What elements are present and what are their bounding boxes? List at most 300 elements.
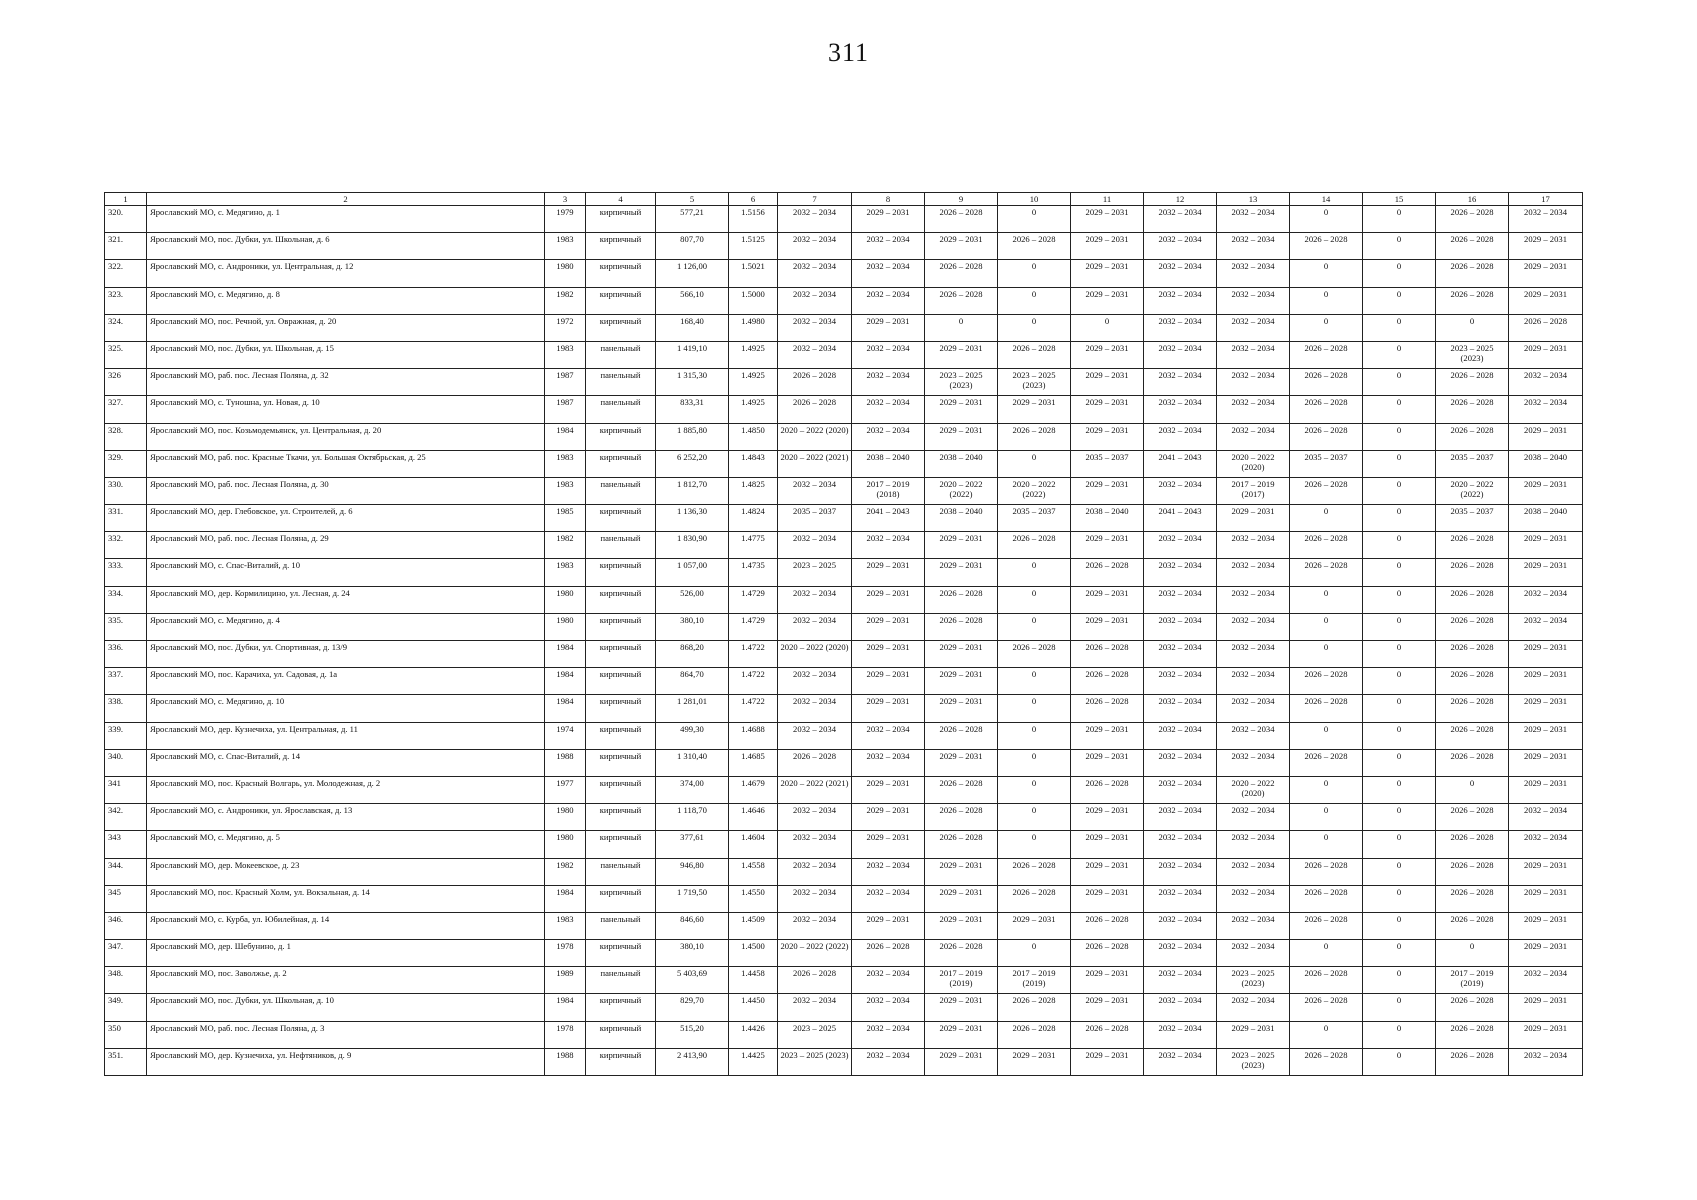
cell-period-7: 2032 – 2034 [778,532,852,559]
cell-area: 6 252,20 [656,450,729,477]
cell-period-16: 2026 – 2028 [1436,1021,1509,1048]
cell-area: 829,70 [656,994,729,1021]
cell-address: Ярославский МО, пос. Красный Холм, ул. Вокзальная, д. 14 [147,885,545,912]
cell-address: Ярославский МО, пос. Карачиха, ул. Садовая, д. 1а [147,668,545,695]
cell-period-14: 2026 – 2028 [1290,532,1363,559]
cell-area: 1 118,70 [656,804,729,831]
table-row [105,967,1583,994]
cell-index: 1.4550 [729,885,778,912]
cell-period-8: 2032 – 2034 [852,722,925,749]
cell-period-9: 2026 – 2028 [925,613,998,640]
cell-address: Ярославский МО, с. Медягино, д. 10 [147,695,545,722]
cell-period-7: 2026 – 2028 [778,967,852,994]
cell-period-11: 2029 – 2031 [1071,967,1144,994]
cell-wall-material: кирпичный [586,940,656,967]
cell-period-7: 2032 – 2034 [778,831,852,858]
cell-row-number: 351. [105,1048,147,1075]
cell-period-11: 2029 – 2031 [1071,287,1144,314]
cell-period-7: 2032 – 2034 [778,477,852,504]
cell-period-8: 2029 – 2031 [852,613,925,640]
cell-area: 374,00 [656,776,729,803]
cell-wall-material: панельный [586,369,656,396]
cell-period-17: 2029 – 2031 [1509,940,1583,967]
column-header-6: 6 [729,193,778,206]
cell-period-9: 2029 – 2031 [925,749,998,776]
cell-period-12: 2032 – 2034 [1144,885,1217,912]
cell-period-17: 2029 – 2031 [1509,532,1583,559]
cell-build-year: 1980 [545,260,586,287]
table-row [105,559,1583,586]
cell-period-14: 2035 – 2037 [1290,450,1363,477]
cell-wall-material: панельный [586,912,656,939]
cell-index: 1.4604 [729,831,778,858]
cell-row-number: 348. [105,967,147,994]
cell-index: 1.4688 [729,722,778,749]
cell-address: Ярославский МО, дер. Мокеевское, д. 23 [147,858,545,885]
table-row [105,586,1583,613]
cell-period-7: 2032 – 2034 [778,287,852,314]
cell-row-number: 324. [105,314,147,341]
cell-row-number: 342. [105,804,147,831]
cell-period-11: 2026 – 2028 [1071,559,1144,586]
cell-index: 1.4980 [729,314,778,341]
cell-period-15: 0 [1363,722,1436,749]
cell-period-14: 0 [1290,776,1363,803]
cell-build-year: 1974 [545,722,586,749]
cell-period-17: 2029 – 2031 [1509,233,1583,260]
cell-period-12: 2041 – 2043 [1144,505,1217,532]
cell-period-7: 2020 – 2022 (2021) [778,776,852,803]
cell-period-11: 2029 – 2031 [1071,1048,1144,1075]
cell-period-11: 2029 – 2031 [1071,369,1144,396]
cell-period-14: 2026 – 2028 [1290,994,1363,1021]
cell-period-17: 2029 – 2031 [1509,287,1583,314]
cell-period-17: 2029 – 2031 [1509,341,1583,368]
cell-period-13: 2032 – 2034 [1217,885,1290,912]
cell-address: Ярославский МО, пос. Дубки, ул. Школьная, д. 6 [147,233,545,260]
cell-wall-material: панельный [586,858,656,885]
cell-period-7: 2020 – 2022 (2022) [778,940,852,967]
cell-row-number: 345 [105,885,147,912]
cell-wall-material: кирпичный [586,804,656,831]
cell-row-number: 331. [105,505,147,532]
cell-build-year: 1984 [545,668,586,695]
column-header-5: 5 [656,193,729,206]
cell-period-9: 2029 – 2031 [925,858,998,885]
cell-area: 168,40 [656,314,729,341]
cell-row-number: 346. [105,912,147,939]
cell-period-13: 2029 – 2031 [1217,505,1290,532]
cell-index: 1.4775 [729,532,778,559]
cell-index: 1.4729 [729,613,778,640]
column-header-11: 11 [1071,193,1144,206]
cell-area: 5 403,69 [656,967,729,994]
cell-period-9: 2029 – 2031 [925,695,998,722]
cell-period-11: 2029 – 2031 [1071,804,1144,831]
cell-period-17: 2029 – 2031 [1509,477,1583,504]
cell-build-year: 1989 [545,967,586,994]
cell-period-15: 0 [1363,1021,1436,1048]
table-row [105,396,1583,423]
cell-build-year: 1982 [545,532,586,559]
cell-build-year: 1983 [545,912,586,939]
cell-period-14: 0 [1290,940,1363,967]
cell-period-9: 2020 – 2022 (2022) [925,477,998,504]
cell-period-15: 0 [1363,314,1436,341]
cell-period-11: 2026 – 2028 [1071,1021,1144,1048]
cell-period-9: 2029 – 2031 [925,994,998,1021]
table-row [105,613,1583,640]
cell-period-8: 2032 – 2034 [852,749,925,776]
cell-period-7: 2026 – 2028 [778,396,852,423]
cell-address: Ярославский МО, с. Медягино, д. 5 [147,831,545,858]
cell-period-16: 2026 – 2028 [1436,586,1509,613]
table-row [105,369,1583,396]
cell-period-13: 2032 – 2034 [1217,260,1290,287]
cell-period-13: 2032 – 2034 [1217,804,1290,831]
cell-period-16: 2026 – 2028 [1436,233,1509,260]
cell-build-year: 1977 [545,776,586,803]
cell-build-year: 1988 [545,1048,586,1075]
cell-period-16: 2035 – 2037 [1436,505,1509,532]
column-header-16: 16 [1436,193,1509,206]
cell-row-number: 336. [105,641,147,668]
cell-period-11: 2029 – 2031 [1071,831,1144,858]
table-container [104,192,1583,1076]
cell-period-7: 2032 – 2034 [778,206,852,233]
cell-period-14: 0 [1290,804,1363,831]
cell-wall-material: панельный [586,532,656,559]
cell-period-15: 0 [1363,994,1436,1021]
cell-period-12: 2032 – 2034 [1144,858,1217,885]
cell-period-15: 0 [1363,695,1436,722]
cell-build-year: 1988 [545,749,586,776]
cell-period-14: 0 [1290,206,1363,233]
cell-period-7: 2032 – 2034 [778,804,852,831]
cell-period-15: 0 [1363,885,1436,912]
cell-row-number: 326 [105,369,147,396]
cell-period-16: 2026 – 2028 [1436,206,1509,233]
cell-period-7: 2032 – 2034 [778,885,852,912]
cell-row-number: 323. [105,287,147,314]
cell-period-10: 2026 – 2028 [998,641,1071,668]
cell-period-17: 2032 – 2034 [1509,206,1583,233]
cell-period-9: 2026 – 2028 [925,586,998,613]
cell-period-11: 2029 – 2031 [1071,477,1144,504]
table-row [105,505,1583,532]
column-header-9: 9 [925,193,998,206]
cell-period-9: 2029 – 2031 [925,1021,998,1048]
cell-area: 377,61 [656,831,729,858]
cell-period-16: 2026 – 2028 [1436,722,1509,749]
cell-row-number: 335. [105,613,147,640]
cell-address: Ярославский МО, пос. Красный Волгарь, ул. Молодежная, д. 2 [147,776,545,803]
cell-period-13: 2020 – 2022 (2020) [1217,450,1290,477]
cell-row-number: 349. [105,994,147,1021]
cell-period-13: 2032 – 2034 [1217,314,1290,341]
cell-period-11: 2029 – 2031 [1071,206,1144,233]
cell-build-year: 1972 [545,314,586,341]
cell-period-9: 0 [925,314,998,341]
cell-period-13: 2032 – 2034 [1217,940,1290,967]
cell-period-8: 2029 – 2031 [852,586,925,613]
cell-period-13: 2032 – 2034 [1217,858,1290,885]
cell-index: 1.4735 [729,559,778,586]
cell-row-number: 337. [105,668,147,695]
cell-period-8: 2017 – 2019 (2018) [852,477,925,504]
cell-period-14: 2026 – 2028 [1290,477,1363,504]
cell-wall-material: кирпичный [586,233,656,260]
cell-period-17: 2032 – 2034 [1509,967,1583,994]
cell-wall-material: кирпичный [586,450,656,477]
cell-period-9: 2029 – 2031 [925,641,998,668]
cell-wall-material: кирпичный [586,423,656,450]
cell-wall-material: кирпичный [586,314,656,341]
cell-period-10: 2026 – 2028 [998,858,1071,885]
cell-period-10: 0 [998,314,1071,341]
cell-index: 1.4558 [729,858,778,885]
cell-build-year: 1978 [545,940,586,967]
cell-wall-material: кирпичный [586,695,656,722]
cell-wall-material: панельный [586,967,656,994]
cell-period-8: 2032 – 2034 [852,532,925,559]
cell-build-year: 1983 [545,341,586,368]
cell-period-10: 0 [998,613,1071,640]
cell-period-16: 2035 – 2037 [1436,450,1509,477]
cell-period-9: 2026 – 2028 [925,776,998,803]
cell-area: 1 719,50 [656,885,729,912]
cell-build-year: 1984 [545,641,586,668]
cell-period-11: 2029 – 2031 [1071,586,1144,613]
cell-period-16: 2026 – 2028 [1436,1048,1509,1075]
cell-period-11: 2035 – 2037 [1071,450,1144,477]
cell-wall-material: кирпичный [586,613,656,640]
cell-period-9: 2029 – 2031 [925,912,998,939]
cell-build-year: 1980 [545,831,586,858]
cell-period-13: 2032 – 2034 [1217,749,1290,776]
cell-wall-material: кирпичный [586,641,656,668]
cell-build-year: 1983 [545,450,586,477]
cell-period-15: 0 [1363,912,1436,939]
column-header-13: 13 [1217,193,1290,206]
cell-wall-material: панельный [586,341,656,368]
cell-period-14: 0 [1290,260,1363,287]
cell-period-16: 2026 – 2028 [1436,613,1509,640]
cell-area: 566,10 [656,287,729,314]
cell-period-10: 2020 – 2022 (2022) [998,477,1071,504]
cell-period-8: 2029 – 2031 [852,668,925,695]
cell-period-15: 0 [1363,967,1436,994]
cell-period-10: 0 [998,260,1071,287]
cell-wall-material: кирпичный [586,885,656,912]
cell-area: 833,31 [656,396,729,423]
cell-period-13: 2029 – 2031 [1217,1021,1290,1048]
cell-period-14: 0 [1290,613,1363,640]
cell-period-8: 2032 – 2034 [852,287,925,314]
cell-period-16: 2017 – 2019 (2019) [1436,967,1509,994]
cell-period-15: 0 [1363,641,1436,668]
cell-area: 807,70 [656,233,729,260]
cell-period-8: 2029 – 2031 [852,559,925,586]
cell-build-year: 1983 [545,233,586,260]
cell-period-10: 2026 – 2028 [998,1021,1071,1048]
cell-period-9: 2029 – 2031 [925,532,998,559]
cell-period-16: 2026 – 2028 [1436,749,1509,776]
cell-period-8: 2032 – 2034 [852,233,925,260]
cell-period-14: 2026 – 2028 [1290,233,1363,260]
cell-period-10: 0 [998,831,1071,858]
cell-period-9: 2017 – 2019 (2019) [925,967,998,994]
column-header-17: 17 [1509,193,1583,206]
cell-period-13: 2017 – 2019 (2017) [1217,477,1290,504]
cell-address: Ярославский МО, с. Медягино, д. 8 [147,287,545,314]
data-table [104,192,1583,1076]
cell-row-number: 328. [105,423,147,450]
cell-period-10: 2029 – 2031 [998,912,1071,939]
cell-period-13: 2032 – 2034 [1217,613,1290,640]
cell-period-8: 2029 – 2031 [852,804,925,831]
table-row [105,260,1583,287]
cell-build-year: 1987 [545,396,586,423]
cell-period-15: 0 [1363,369,1436,396]
cell-period-11: 2029 – 2031 [1071,233,1144,260]
cell-row-number: 334. [105,586,147,613]
cell-period-7: 2032 – 2034 [778,613,852,640]
cell-index: 1.4850 [729,423,778,450]
cell-wall-material: кирпичный [586,206,656,233]
cell-area: 2 413,90 [656,1048,729,1075]
cell-period-13: 2032 – 2034 [1217,206,1290,233]
cell-period-12: 2032 – 2034 [1144,668,1217,695]
cell-period-11: 2029 – 2031 [1071,396,1144,423]
cell-period-13: 2032 – 2034 [1217,912,1290,939]
cell-period-7: 2023 – 2025 [778,1021,852,1048]
table-body [105,206,1583,1076]
cell-address: Ярославский МО, дер. Глебовское, ул. Строителей, д. 6 [147,505,545,532]
cell-period-13: 2032 – 2034 [1217,287,1290,314]
cell-area: 1 830,90 [656,532,729,559]
cell-area: 1 126,00 [656,260,729,287]
cell-index: 1.4450 [729,994,778,1021]
cell-period-13: 2032 – 2034 [1217,559,1290,586]
table-row [105,423,1583,450]
cell-index: 1.4824 [729,505,778,532]
table-row [105,314,1583,341]
cell-address: Ярославский МО, раб. пос. Лесная Поляна, д. 29 [147,532,545,559]
cell-period-11: 2029 – 2031 [1071,858,1144,885]
cell-period-16: 2020 – 2022 (2022) [1436,477,1509,504]
cell-period-7: 2032 – 2034 [778,668,852,695]
cell-period-12: 2032 – 2034 [1144,613,1217,640]
cell-period-10: 2026 – 2028 [998,994,1071,1021]
cell-address: Ярославский МО, с. Спас-Виталий, д. 10 [147,559,545,586]
page-number: 311 [827,38,870,67]
cell-period-12: 2032 – 2034 [1144,423,1217,450]
table-row [105,695,1583,722]
cell-period-8: 2032 – 2034 [852,369,925,396]
cell-period-16: 2026 – 2028 [1436,912,1509,939]
cell-period-17: 2032 – 2034 [1509,586,1583,613]
cell-area: 864,70 [656,668,729,695]
cell-period-15: 0 [1363,423,1436,450]
cell-address: Ярославский МО, раб. пос. Лесная Поляна, д. 32 [147,369,545,396]
cell-period-17: 2029 – 2031 [1509,559,1583,586]
cell-period-16: 2026 – 2028 [1436,885,1509,912]
cell-index: 1.4679 [729,776,778,803]
cell-area: 1 136,30 [656,505,729,532]
cell-period-15: 0 [1363,206,1436,233]
cell-period-8: 2032 – 2034 [852,994,925,1021]
cell-period-11: 2029 – 2031 [1071,722,1144,749]
cell-period-8: 2026 – 2028 [852,940,925,967]
cell-period-16: 2026 – 2028 [1436,559,1509,586]
cell-period-7: 2026 – 2028 [778,369,852,396]
cell-period-13: 2032 – 2034 [1217,341,1290,368]
cell-area: 1 057,00 [656,559,729,586]
cell-area: 499,30 [656,722,729,749]
cell-row-number: 320. [105,206,147,233]
cell-period-7: 2032 – 2034 [778,695,852,722]
cell-index: 1.4458 [729,967,778,994]
cell-address: Ярославский МО, раб. пос. Лесная Поляна, д. 3 [147,1021,545,1048]
cell-period-7: 2032 – 2034 [778,314,852,341]
cell-address: Ярославский МО, раб. пос. Лесная Поляна, д. 30 [147,477,545,504]
cell-period-13: 2023 – 2025 (2023) [1217,967,1290,994]
cell-wall-material: кирпичный [586,260,656,287]
cell-period-17: 2029 – 2031 [1509,776,1583,803]
cell-period-8: 2032 – 2034 [852,885,925,912]
cell-build-year: 1978 [545,1021,586,1048]
cell-period-11: 2026 – 2028 [1071,641,1144,668]
cell-period-16: 2026 – 2028 [1436,260,1509,287]
table-row [105,940,1583,967]
cell-period-16: 2023 – 2025 (2023) [1436,341,1509,368]
column-header-15: 15 [1363,193,1436,206]
cell-build-year: 1984 [545,695,586,722]
table-row [105,994,1583,1021]
table-row [105,858,1583,885]
table-row [105,1048,1583,1075]
table-row [105,532,1583,559]
cell-period-11: 2026 – 2028 [1071,668,1144,695]
cell-wall-material: кирпичный [586,749,656,776]
cell-period-12: 2032 – 2034 [1144,287,1217,314]
cell-period-10: 0 [998,450,1071,477]
cell-period-9: 2023 – 2025 (2023) [925,369,998,396]
cell-period-12: 2032 – 2034 [1144,206,1217,233]
cell-period-12: 2032 – 2034 [1144,477,1217,504]
cell-wall-material: кирпичный [586,776,656,803]
cell-period-16: 0 [1436,314,1509,341]
cell-period-12: 2032 – 2034 [1144,940,1217,967]
cell-area: 1 812,70 [656,477,729,504]
cell-period-14: 0 [1290,722,1363,749]
cell-row-number: 321. [105,233,147,260]
cell-index: 1.4825 [729,477,778,504]
cell-build-year: 1985 [545,505,586,532]
cell-period-14: 2026 – 2028 [1290,423,1363,450]
cell-period-13: 2032 – 2034 [1217,994,1290,1021]
cell-period-17: 2029 – 2031 [1509,885,1583,912]
cell-period-17: 2032 – 2034 [1509,369,1583,396]
column-header-4: 4 [586,193,656,206]
cell-address: Ярославский МО, с. Спас-Виталий, д. 14 [147,749,545,776]
cell-period-8: 2032 – 2034 [852,396,925,423]
cell-period-7: 2032 – 2034 [778,260,852,287]
cell-period-8: 2032 – 2034 [852,1048,925,1075]
cell-address: Ярославский МО, пос. Дубки, ул. Школьная, д. 10 [147,994,545,1021]
cell-period-7: 2020 – 2022 (2021) [778,450,852,477]
